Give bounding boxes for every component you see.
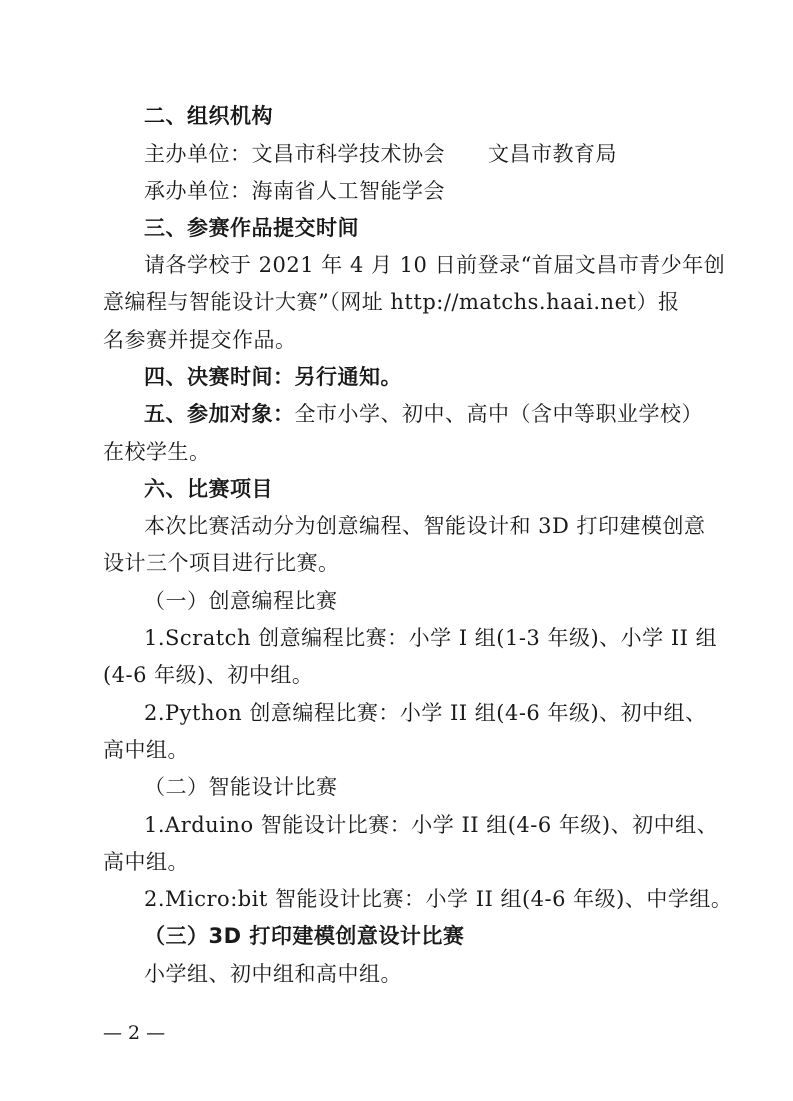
host-organizations: 主办单位：文昌市科学技术协会 文昌市教育局 <box>144 142 617 166</box>
organizer: 承办单位：海南省人工智能学会 <box>144 179 445 203</box>
section-6-heading: 六、比赛项目 <box>144 477 273 501</box>
arduino-item-line-2: 高中组。 <box>103 850 189 874</box>
section-5-participants: 全市小学、初中、高中（含中等职业学校） <box>294 402 703 426</box>
scratch-item-line-1: 1.Scratch 创意编程比赛：小学 I 组(1-3 年级)、小学 II 组 <box>144 626 718 650</box>
section-5-heading: 五、参加对象： <box>144 402 295 426</box>
subsection-1-heading: （一）创意编程比赛 <box>144 589 338 613</box>
scratch-item-line-2: (4-6 年级)、初中组。 <box>103 663 314 687</box>
section-5-continuation: 在校学生。 <box>103 440 211 464</box>
section-2-heading: 二、组织机构 <box>144 104 273 128</box>
page-number: — 2 — <box>103 1022 166 1044</box>
section-3-text-line-3: 名参赛并提交作品。 <box>103 328 297 352</box>
subsection-2-heading: （二）智能设计比赛 <box>144 775 338 799</box>
python-item-line-1: 2.Python 创意编程比赛：小学 II 组(4-6 年级)、初中组、 <box>144 701 707 725</box>
arduino-item-line-1: 1.Arduino 智能设计比赛：小学 II 组(4-6 年级)、初中组、 <box>144 813 719 837</box>
section-6-intro-line-2: 设计三个项目进行比赛。 <box>103 551 340 575</box>
microbit-item-line: 2.Micro:bit 智能设计比赛：小学 II 组(4-6 年级)、中学组。 <box>144 887 733 911</box>
section-5-line <box>144 400 793 428</box>
section-3-text-line-2: 意编程与智能设计大赛”（网址 http://matchs.haai.net）报 <box>103 290 680 314</box>
python-item-line-2: 高中组。 <box>103 738 189 762</box>
section-6-intro-line-1: 本次比赛活动分为创意编程、智能设计和 3D 打印建模创意 <box>144 514 706 538</box>
3d-modeling-groups: 小学组、初中组和高中组。 <box>144 962 402 986</box>
subsection-3-heading: （三）3D 打印建模创意设计比赛 <box>144 924 465 948</box>
section-3-text-line-1: 请各学校于 2021 年 4 月 10 日前登录“首届文昌市青少年创 <box>144 253 726 277</box>
section-3-heading: 三、参赛作品提交时间 <box>144 216 359 240</box>
section-4-heading: 四、决赛时间：另行通知。 <box>144 365 402 389</box>
